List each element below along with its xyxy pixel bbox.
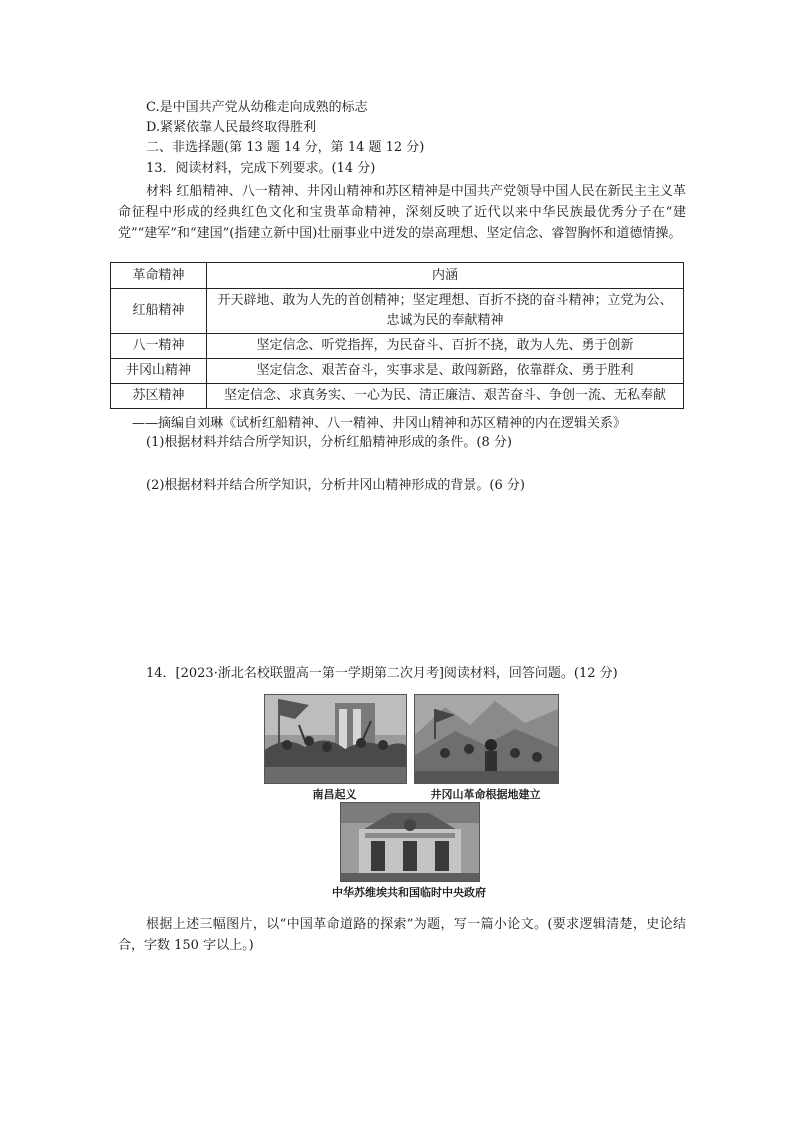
material-source: ——摘编自刘琳《试析红船精神、八一精神、井冈山精神和苏区精神的内在逻辑关系》	[132, 416, 627, 431]
spirit-name: 井冈山精神	[111, 359, 207, 384]
header-meaning: 内涵	[207, 263, 684, 289]
caption-jinggangshan: 井冈山革命根据地建立	[430, 788, 541, 801]
q13-sub1: (1)根据材料并结合所学知识，分析红船精神形成的条件。(8 分)	[146, 435, 512, 450]
soviet-government-image	[340, 802, 480, 882]
table-header-row	[111, 263, 684, 289]
q13-sub2: (2)根据材料并结合所学知识，分析井冈山精神形成的背景。(6 分)	[146, 478, 525, 493]
caption-nanchang: 南昌起义	[312, 788, 357, 801]
jinggangshan-image	[414, 694, 559, 784]
option-d: D.紧紧依靠人民最终取得胜利	[146, 120, 317, 135]
spirit-content: 开天辟地、敢为人先的首创精神；坚定理想、百折不挠的奋斗精神；立党为公、忠诚为民的奉献精神	[207, 289, 684, 334]
caption-soviet-government: 中华苏维埃共和国临时中央政府	[332, 886, 486, 899]
spirit-content: 坚定信念、求真务实、一心为民、清正廉洁、艰苦奋斗、争创一流、无私奉献	[207, 384, 684, 409]
header-spirit: 革命精神	[111, 263, 207, 289]
section-heading: 二、非选择题(第 13 题 14 分，第 14 题 12 分)	[146, 140, 425, 155]
q14-task: 根据上述三幅图片，以“中国革命道路的探索”为题，写一篇小论文。(要求逻辑清楚，史论结合，字数 150 字以上。)	[118, 917, 686, 953]
q14-stem: 14．[2023·浙北名校联盟高一第一学期第二次月考]阅读材料，回答问题。(12 分)	[146, 666, 618, 681]
table-row	[111, 334, 684, 359]
spirit-content: 坚定信念、听党指挥，为民奋斗、百折不挠，敢为人先、勇于创新	[207, 334, 684, 359]
spirit-name: 苏区精神	[111, 384, 207, 409]
table-row	[111, 289, 684, 334]
table-row	[111, 359, 684, 384]
option-c: C.是中国共产党从幼稚走向成熟的标志	[146, 100, 368, 115]
table-row	[111, 384, 684, 409]
spirit-name: 八一精神	[111, 334, 207, 359]
q13-material: 材料 红船精神、八一精神、井冈山精神和苏区精神是中国共产党领导中国人民在新民主主义革命征程中形成的经典红色文化和宝贵革命精神，深刻反映了近代以来中华民族最优秀分子在“建党”“建军”和“建国”(指建立新中国)壮丽事业中迸发的崇高理想、坚定信念、睿智胸怀和道德情操。	[118, 184, 686, 241]
q13-stem: 13．阅读材料，完成下列要求。(14 分)	[146, 161, 376, 176]
spirit-name: 红船精神	[111, 289, 207, 334]
nanchang-uprising-image	[264, 694, 407, 784]
spirit-table	[110, 262, 684, 409]
spirit-content: 坚定信念、艰苦奋斗，实事求是、敢闯新路，依靠群众、勇于胜利	[207, 359, 684, 384]
